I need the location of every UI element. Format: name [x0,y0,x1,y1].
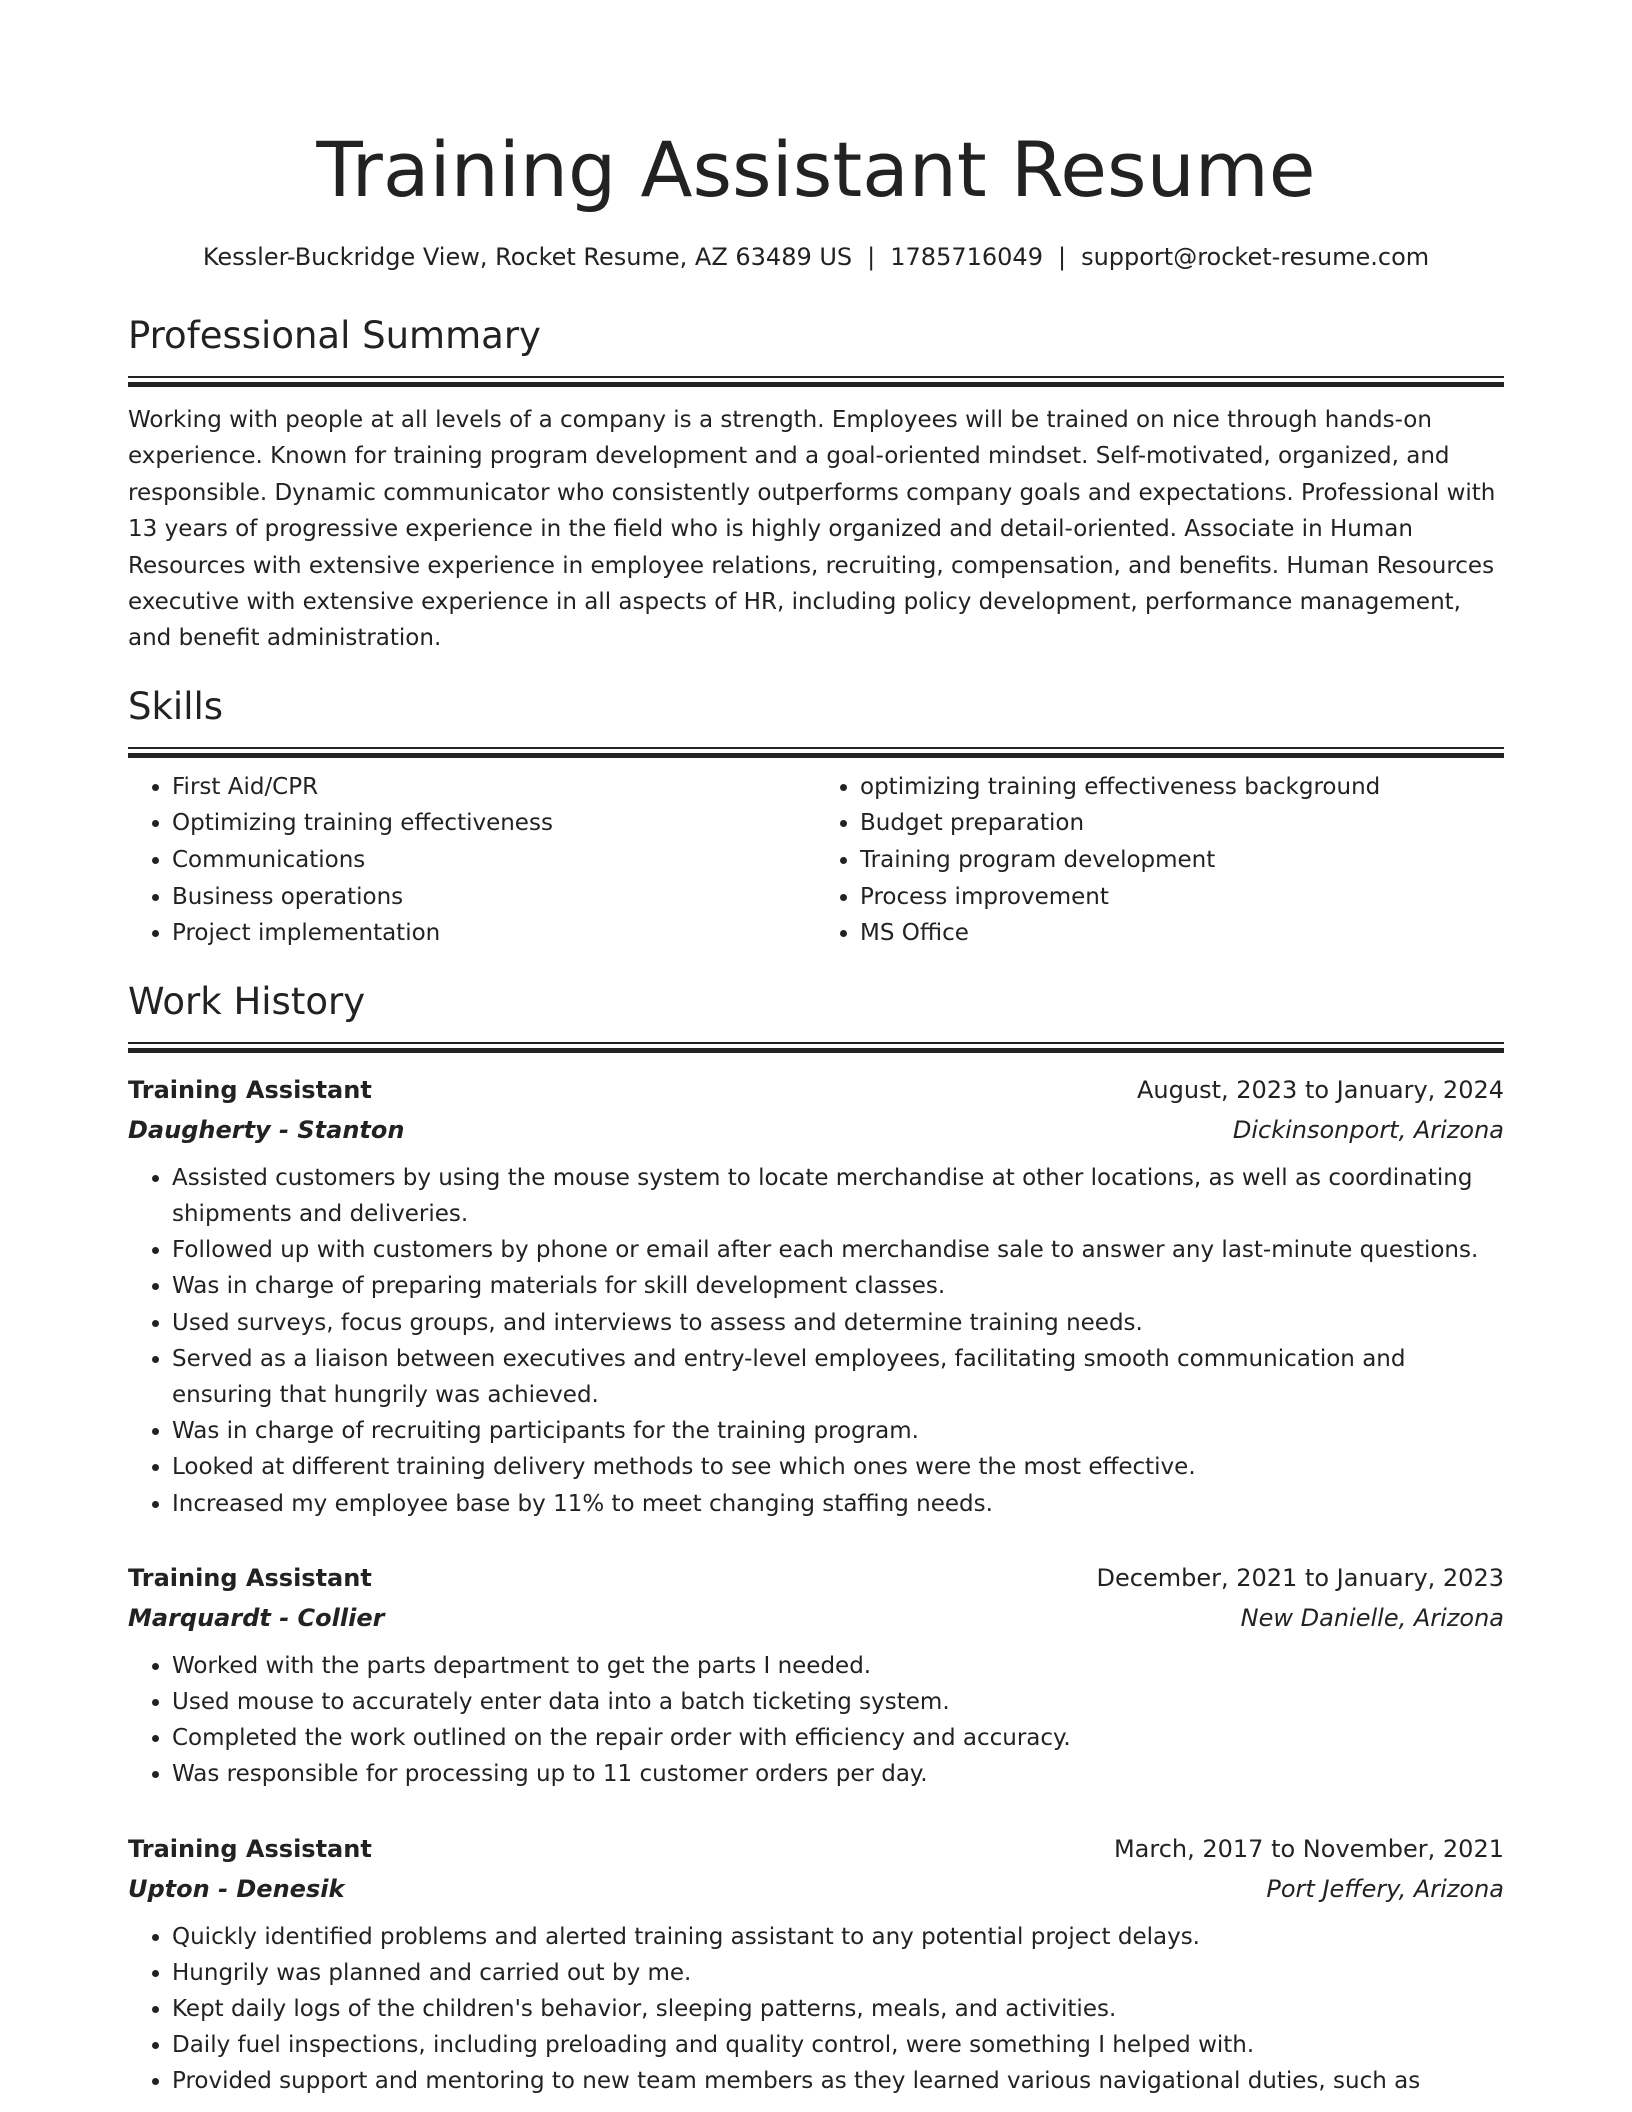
job-bullet: • Completed the work outlined on the repair order with efficiency and accuracy. [172,1720,1504,1756]
section-divider [128,376,1504,386]
job-bullet: • Kept daily logs of the children's behavior, sleeping patterns, meals, and activities. [172,1991,1504,2027]
job-dates: March, 2017 to November, 2021 [1113,1834,1504,1863]
skills-section [128,683,1504,952]
job-header [128,1070,1504,1110]
job-header [128,1558,1504,1598]
contact-address: Kessler-Buckridge View, Rocket Resume, AZ 63489 US [202,243,853,271]
skills-column-left [128,769,816,952]
contact-phone: 1785716049 [890,243,1043,271]
job-company: Daugherty - Stanton [128,1115,405,1144]
skill-item: • Process improvement [860,879,1504,916]
skill-item: • Training program development [860,842,1504,879]
job-location: Port Jeffery, Arizona [1266,1874,1504,1903]
work-history-heading: Work History [128,979,366,1023]
job-bullets [128,1919,1504,2100]
job-company: Marquardt - Collier [128,1603,385,1632]
skill-item: • Project implementation [172,915,816,952]
job-bullet: • Worked with the parts department to get the parts I needed. [172,1648,1504,1684]
contact-separator: | [1057,243,1067,271]
job-bullet: • Was in charge of recruiting participants for the training program. [172,1413,1504,1449]
job-location: Dickinsonport, Arizona [1232,1115,1504,1144]
job-bullet: • Hungrily was planned and carried out by me. [172,1955,1504,1991]
job-bullet: • Daily fuel inspections, including preloading and quality control, were something I helped with. [172,2027,1504,2063]
job-bullet: • Assisted customers by using the mouse system to locate merchandise at other locations, as well as coordinating shipments and deliveries. [172,1160,1504,1232]
job-entry [128,1829,1504,2100]
job-company: Upton - Denesik [128,1874,345,1903]
job-bullet: • Was responsible for processing up to 11 customer orders per day. [172,1756,1504,1792]
job-bullets [128,1648,1504,1793]
job-bullet: • Quickly identified problems and alerted training assistant to any potential project delays. [172,1919,1504,1955]
skill-item: • optimizing training effectiveness background [860,769,1504,806]
job-bullet: • Used surveys, focus groups, and interviews to assess and determine training needs. [172,1305,1504,1341]
job-bullet: • Used mouse to accurately enter data into a batch ticketing system. [172,1684,1504,1720]
skill-item: • MS Office [860,915,1504,952]
job-subheader [128,1598,1504,1638]
summary-heading: Professional Summary [128,314,541,357]
job-bullets [128,1160,1504,1522]
job-bullet: • Looked at different training delivery methods to see which ones were the most effective. [172,1449,1504,1485]
job-title: Training Assistant [128,1563,372,1592]
summary-text: Working with people at all levels of a company is a strength. Employees will be trained on nice through hands-on experience. Known for training program development and a goal-oriented mindset. Self-motivated, organized, and responsible. Dynamic communicator who consistently outperforms company goals and expectations. Professional with 13 years of progressive experience in the field who is highly organized and detail-oriented. Associate in Human Resources with extensive experience in employee relations, recruiting, compensation, and benefits. Human Resources executive with extensive experience in all aspects of HR, including policy development, performance management, and benefit administration. [128,407,1496,652]
job-title: Training Assistant [128,1075,372,1104]
job-entry [128,1558,1504,1793]
job-subheader [128,1110,1504,1150]
skills-list [128,769,1504,952]
section-divider [128,747,1504,757]
job-dates: August, 2023 to January, 2024 [1137,1075,1504,1104]
resume-page [128,0,1504,2100]
job-bullet: • Increased my employee base by 11% to meet changing staffing needs. [172,1486,1504,1522]
job-location: New Danielle, Arizona [1240,1603,1504,1632]
skill-item: • First Aid/CPR [172,769,816,806]
job-entry [128,1070,1504,1522]
skills-heading: Skills [128,684,224,728]
contact-email[interactable]: support@rocket-resume.com [1081,243,1430,271]
work-history-section [128,978,1504,2100]
section-divider [128,1042,1504,1052]
skills-column-right [816,769,1504,952]
contact-separator: | [867,243,876,271]
job-header [128,1829,1504,1869]
job-bullet: • Served as a liaison between executives and entry-level employees, facilitating smooth communication and ensuring that hungrily was achieved. [172,1341,1504,1413]
job-bullet: • Followed up with customers by phone or email after each merchandise sale to answer any last-minute questions. [172,1232,1504,1268]
skill-item: • Budget preparation [860,805,1504,842]
contact-info [128,240,1504,274]
job-dates: December, 2021 to January, 2023 [1096,1563,1504,1592]
job-title: Training Assistant [128,1834,372,1863]
skill-item: • Communications [172,842,816,879]
resume-title: Training Assistant Resume [316,125,1316,214]
job-bullet: • Was in charge of preparing materials for skill development classes. [172,1268,1504,1304]
skill-item: • Business operations [172,879,816,916]
job-bullet: • Provided support and mentoring to new team members as they learned various navigational duties, such as [172,2063,1504,2099]
summary-section [128,312,1504,657]
job-subheader [128,1869,1504,1909]
skill-item: • Optimizing training effectiveness [172,805,816,842]
